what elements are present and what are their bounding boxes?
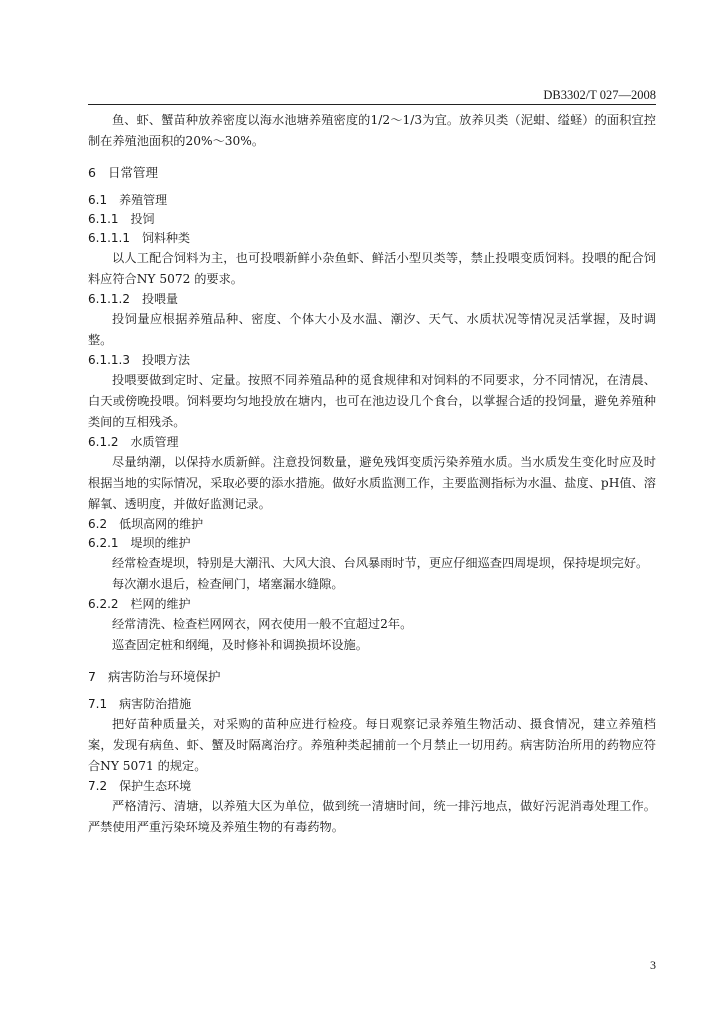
heading-number: 6.1.1 [88, 212, 119, 226]
heading-title: 病害防治与环境保护 [107, 669, 221, 684]
heading-title: 低坝高网的维护 [119, 517, 204, 531]
heading-number: 6 [88, 165, 96, 180]
heading-number: 6.1.2 [88, 435, 119, 449]
heading-title: 栏网的维护 [130, 597, 191, 611]
section-heading [88, 162, 656, 183]
heading-number: 7.1 [88, 697, 108, 711]
subsection-heading [88, 777, 656, 796]
subsection-heading [88, 534, 656, 553]
subsection-heading [88, 229, 656, 248]
heading-number: 6.1.1.1 [88, 231, 130, 245]
paragraph: 尽量纳潮，以保持水质新鲜。注意投饲数量，避免残饵变质污染养殖水质。当水质发生变化时应及时根据当地的实际情况，采取必要的添水措施。做好水质监测工作，主要监测指标为水温、盐度、pH值、溶解氧、透明度，并做好监测记录。 [88, 455, 656, 511]
subsection-heading [88, 290, 656, 309]
heading-title: 投喂方法 [141, 353, 190, 367]
heading-number: 6.2.2 [88, 597, 119, 611]
subsection-heading [88, 515, 656, 534]
heading-number: 6.2.1 [88, 536, 119, 550]
subsection-heading [88, 191, 656, 210]
paragraph: 巡查固定桩和纲绳，及时修补和调换损坏设施。 [112, 638, 368, 652]
heading-number: 7 [88, 669, 96, 684]
paragraph: 把好苗种质量关，对采购的苗种应进行检疫。每日观察记录养殖生物活动、摄食情况，建立养殖档案，发现有病鱼、虾、蟹及时隔离治疗。养殖种类起捕前一个月禁止一切用药。病害防治所用的药物应符合NY 5071 的规定。 [88, 717, 656, 773]
document-body [88, 110, 656, 838]
heading-title: 投喂量 [141, 292, 178, 306]
subsection-heading [88, 210, 656, 229]
heading-title: 堤坝的维护 [130, 536, 191, 550]
heading-title: 饲料种类 [141, 231, 190, 245]
heading-number: 6.2 [88, 517, 108, 531]
heading-title: 保护生态环境 [119, 779, 192, 793]
subsection-heading [88, 433, 656, 452]
paragraph: 鱼、虾、蟹苗种放养密度以海水池塘养殖密度的1/2～1/3为宜。放养贝类（泥蚶、缢蛏）的面积宜控制在养殖池面积的20%～30%。 [88, 113, 656, 148]
heading-title: 病害防治措施 [119, 697, 192, 711]
page-number: 3 [650, 958, 656, 972]
heading-title: 投饲 [130, 212, 155, 226]
paragraph: 严格清污、清塘，以养殖大区为单位，做到统一清塘时间，统一排污地点，做好污泥消毒处理工作。严禁使用严重污染环境及养殖生物的有毒药物。 [88, 799, 656, 834]
header-rule [88, 104, 656, 105]
heading-number: 7.2 [88, 779, 108, 793]
paragraph: 每次潮水退后，检查闸门，堵塞漏水缝隙。 [112, 577, 344, 591]
heading-number: 6.1 [88, 193, 108, 207]
heading-number: 6.1.1.2 [88, 292, 130, 306]
paragraph: 经常清洗、检查栏网网衣，网衣使用一般不宜超过2年。 [112, 617, 413, 631]
heading-title: 养殖管理 [119, 193, 168, 207]
paragraph: 投喂要做到定时、定量。按照不同养殖品种的觅食规律和对饲料的不同要求，分不同情况，在清晨、白天或傍晚投喂。饲料要均匀地投放在塘内，也可在池边设几个食台，以掌握合适的投饲量，避免养殖种类间的互相残杀。 [88, 373, 656, 429]
subsection-heading [88, 595, 656, 614]
heading-number: 6.1.1.3 [88, 353, 130, 367]
paragraph: 经常检查堤坝，特别是大潮汛、大风大浪、台风暴雨时节，更应仔细巡查四周堤坝，保持堤坝完好。 [112, 556, 649, 570]
paragraph: 投饲量应根据养殖品种、密度、个体大小及水温、潮汐、天气、水质状况等情况灵活掌握，及时调整。 [88, 312, 656, 347]
document-code: DB3302/T 027—2008 [543, 88, 656, 102]
section-heading [88, 666, 656, 687]
heading-title: 水质管理 [130, 435, 179, 449]
heading-title: 日常管理 [107, 165, 158, 180]
paragraph: 以人工配合饲料为主，也可投喂新鲜小杂鱼虾、鲜活小型贝类等，禁止投喂变质饲料。投喂的配合饲料应符合NY 5072 的要求。 [88, 251, 656, 286]
subsection-heading [88, 351, 656, 370]
subsection-heading [88, 695, 656, 714]
